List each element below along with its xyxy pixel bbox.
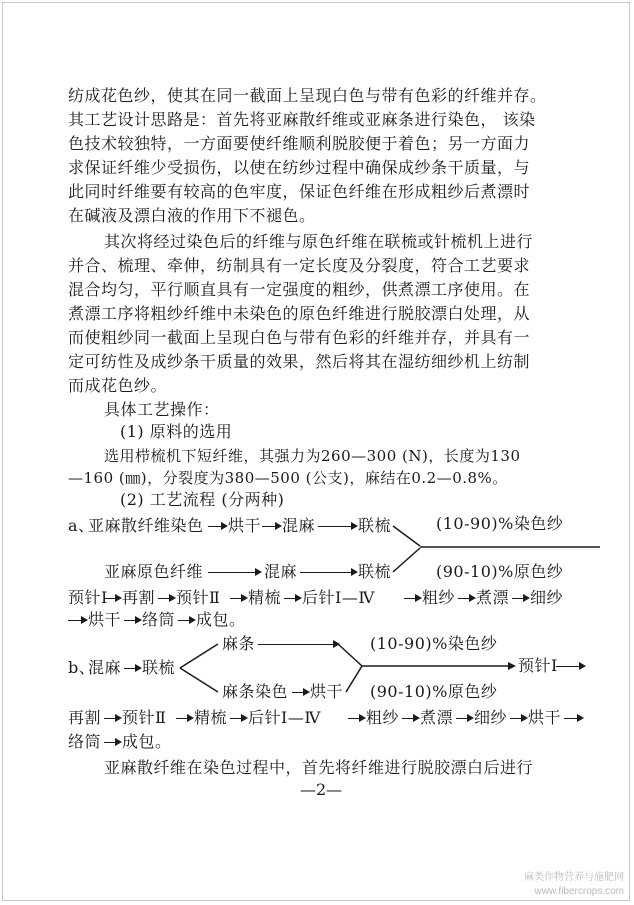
flow-a-step: 预针Ⅰ [68, 588, 108, 607]
arrow-icon [456, 718, 472, 719]
flow-a-step: 烘干 [88, 610, 122, 629]
flow-b-merge-node: 预针Ⅰ [518, 656, 558, 675]
flow-a-output-raw: (90-10)%原色纱 [436, 562, 564, 581]
flow-b-node-lower: 麻条染色 [222, 682, 289, 701]
arrow-icon [348, 718, 364, 719]
flow-a-step: 精梳 [248, 588, 282, 607]
watermark-title: 麻类作物营养与施肥网 [524, 872, 624, 883]
closing-line: 亚麻散纤维在染色过程中，首先将纤维进行脱胶漂白后进行 [104, 758, 534, 777]
flow-b-step: 预针Ⅱ [122, 708, 167, 727]
arrow-icon [104, 718, 120, 719]
flow-a-node: 亚麻原色纤维 [104, 562, 204, 581]
flow-a-step: 络筒 [142, 610, 176, 629]
flow-b-node-lower: 烘干 [310, 682, 344, 701]
arrow-icon [104, 742, 120, 743]
flow-a-node: 联梳 [358, 562, 392, 581]
flow-b-node: 联梳 [142, 658, 176, 677]
raw-material-line-2: —160 (㎜)，分裂度为380—500 (公支)，麻结在0.2—0.8%。 [68, 469, 508, 487]
arrow-icon [176, 718, 192, 719]
flow-b-output-dyed: (10-90)%染色纱 [370, 634, 498, 653]
text-line: 纺成花色纱，使其在同一截面上呈现白色与带有色彩的纤维并存。 [68, 86, 547, 105]
flow-b-step: 再割 [68, 708, 102, 727]
flow-a-step: 煮漂 [476, 588, 510, 607]
flow-a-step: 再割 [122, 588, 156, 607]
flow-b-step: 络筒 [68, 732, 102, 751]
text-line: 在碱液及漂白液的作用下不褪色。 [68, 206, 316, 225]
flow-b-step: 粗纱 [366, 708, 400, 727]
flow-a-step: 预针Ⅱ [176, 588, 221, 607]
text-line: 而成花色纱。 [68, 376, 168, 395]
text-line: 定可纺性及成纱条干质量的效果，然后将其在湿纺细纱机上纺制 [68, 352, 531, 371]
page-number: —2— [300, 780, 343, 799]
flow-b-output-raw: (90-10)%原色纱 [370, 682, 498, 701]
text-line: 其工艺设计思路是：首先将亚麻散纤维或亚麻条进行染色， 该染 [68, 110, 536, 129]
flow-b-node: 混麻 [88, 658, 122, 677]
flow-a-label: a、 [68, 516, 95, 535]
arrow-icon [564, 718, 582, 719]
arrow-icon [402, 718, 418, 719]
flow-b-step: 细纱 [474, 708, 508, 727]
flow-a-node: 混麻 [264, 562, 298, 581]
raw-material-line-1: 选用栉梳机下短纤维，其强力为260—300 (N)，长度为130 [104, 447, 521, 465]
flow-b-step: 烘干 [528, 708, 562, 727]
text-line: 煮漂工序将粗纱纤维中未染色的原色纤维进行脱胶漂白处理，从 [68, 304, 531, 323]
flow-b-step: 煮漂 [420, 708, 454, 727]
text-line: 此同时纤维要有较高的色牢度，保证色纤维在形成粗纱后煮漂时 [68, 182, 531, 201]
flow-a-node: 混麻 [282, 516, 316, 535]
flow-a-step: 成包。 [196, 610, 246, 629]
flow-a-output-dyed: (10-90)%染色纱 [436, 514, 564, 533]
flow-b-step: 后针Ⅰ—Ⅳ [248, 708, 321, 727]
flow-a-step: 粗纱 [422, 588, 456, 607]
raw-material-heading: (1) 原料的选用 [120, 422, 233, 441]
arrow-icon [230, 718, 246, 719]
flow-b-step: 成包。 [122, 732, 172, 751]
flow-heading: (2) 工艺流程 (分两种) [120, 490, 285, 509]
flow-a-step: 后针Ⅰ—Ⅳ [302, 588, 375, 607]
text-line: 并合、梳理、牵伸，纺制具有一定长度及分裂度，符合工艺要求 [68, 256, 531, 275]
text-line: 其次将经过染色后的纤维与原色纤维在联梳或针梳机上进行 [104, 232, 534, 251]
flow-a-node: 亚麻散纤维染色 [88, 516, 204, 535]
ops-heading: 具体工艺操作： [104, 400, 220, 419]
flow-a-step: 细纱 [530, 588, 564, 607]
text-line: 求保证纤维少受损伤，以使在纺纱过程中确保成纱条干质量，与 [68, 158, 531, 177]
flow-b-node-upper: 麻条 [222, 634, 256, 653]
text-line: 而使粗纱同一截面上呈现白色与带有色彩的纤维并存，并具有一 [68, 328, 531, 347]
flow-a-node: 联梳 [358, 516, 392, 535]
flow-b-label: b、 [68, 658, 96, 677]
arrow-icon [510, 718, 526, 719]
watermark-url: www.fibercrops.com [534, 886, 624, 897]
text-line: 混合均匀，平行顺直具有一定强度的粗纱，供煮漂工序使用。在 [68, 280, 531, 299]
text-line: 色技术较独特，一方面要使纤维顺利脱胶便于着色；另一方面力 [68, 134, 531, 153]
flow-b-step: 精梳 [194, 708, 228, 727]
flow-a-node: 烘干 [228, 516, 262, 535]
